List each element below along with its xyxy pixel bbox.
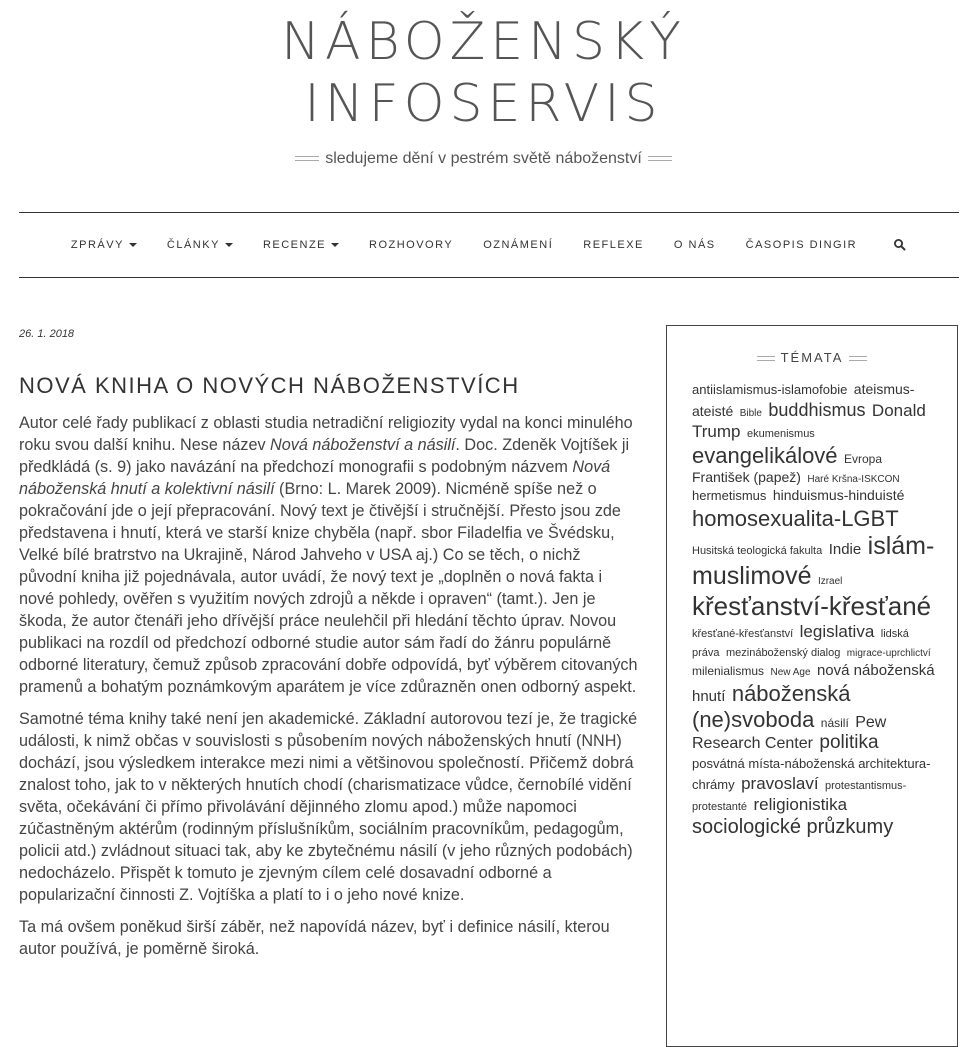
tag-link[interactable]: pravoslaví xyxy=(741,773,819,793)
site-tagline xyxy=(0,150,967,168)
nav-item-label: OZNÁMENÍ xyxy=(483,239,554,251)
nav-item-0[interactable] xyxy=(71,239,137,251)
paragraph-text: . Doc. Zdeněk Vojtíšek ji předkládá (s. 9) jako navázání na předchozí monografii s podobným názvem xyxy=(19,436,630,476)
tag-link[interactable]: nová náboženská hnutí xyxy=(692,661,935,705)
tag-link[interactable]: hinduismus-hinduisté xyxy=(772,487,905,504)
tag-link[interactable]: František (papež) xyxy=(692,468,801,485)
site-title-line-2[interactable]: INFOSERVIS xyxy=(304,74,663,134)
widget-title-right-rule xyxy=(849,356,867,361)
post-date: 26. 1. 2018 xyxy=(19,328,75,340)
tag-link[interactable]: ekumenismus xyxy=(746,427,815,440)
post-body xyxy=(19,412,641,970)
caret-down-icon xyxy=(331,243,339,247)
tag-link[interactable]: legislativa xyxy=(799,621,875,641)
tag-link[interactable]: Bible xyxy=(739,407,762,419)
post-paragraph xyxy=(19,412,641,698)
nav-item-2[interactable] xyxy=(263,239,339,251)
tag-link[interactable]: Haré Kršna-ISKCON xyxy=(807,473,900,485)
widget-title xyxy=(667,350,957,365)
post-paragraph xyxy=(19,708,641,906)
caret-down-icon xyxy=(225,243,233,247)
tag-link[interactable]: Indie xyxy=(828,541,862,559)
search-icon xyxy=(893,238,907,252)
nav-item-5[interactable] xyxy=(583,239,644,251)
nav-item-3[interactable] xyxy=(369,239,453,251)
tag-link[interactable]: náboženská (ne)svoboda xyxy=(692,680,851,732)
tagline-text: sledujeme dění v pestrém světě náboženství xyxy=(325,150,642,167)
paragraph-text: Autor celé řady publikací z oblasti studia netradiční religiozity vydal na konci minulého roku svou další knihu. Nese název xyxy=(19,414,633,454)
tag-link[interactable]: sociologické průzkumy xyxy=(692,815,894,838)
tag-link[interactable]: Pew Research Center xyxy=(692,713,887,753)
tag-link[interactable]: New Age xyxy=(770,666,811,678)
tagline-left-rule xyxy=(295,156,319,161)
widget-title-left-rule xyxy=(757,356,775,361)
tag-link[interactable]: Evropa xyxy=(844,451,883,466)
tag-link[interactable]: lidská práva xyxy=(692,627,909,659)
tag-link[interactable]: mezináboženský dialog xyxy=(725,646,841,659)
tag-link[interactable]: buddhismus xyxy=(768,399,866,420)
widget-title-text: TÉMATA xyxy=(780,350,844,365)
nav-item-label: ZPRÁVY xyxy=(70,239,124,251)
book-title-italic: Nová náboženská hnutí a kolektivní násilí xyxy=(19,458,611,498)
paragraph-text: Ta má ovšem poněkud širší záběr, než napovídá název, byť i definice násilí, kterou autor používá, je poměrně široká. xyxy=(19,918,610,958)
tag-link[interactable]: milenialismus xyxy=(692,663,765,678)
nav-item-label: O NÁS xyxy=(673,239,716,251)
tag-link[interactable]: křesťané-křesťanství xyxy=(692,627,794,640)
nav-item-6[interactable] xyxy=(674,239,716,251)
book-title-italic: Nová náboženství a násilí xyxy=(270,436,456,454)
nav-item-label: RECENZE xyxy=(262,239,326,251)
tag-link[interactable]: Husitská teologická fakulta xyxy=(692,545,823,558)
search-button[interactable] xyxy=(887,238,907,252)
main-navigation xyxy=(19,212,959,278)
paragraph-text: (Brno: L. Marek 2009). Nicméně spíše než o pokračování jde o její přepracování. Nový text je čtivější i stručnější. Přesto jsou zde představena i hnutí, která ve starší knize chyběla (např. sbor Filadelfia ve Švédsku, Velké bílé bratrstvo na Ukrajině, Národ Jahveho v USA aj.) Co se těch, o nichž původní kniha již pojednávala, autor uvádí, že nový text je „doplněn o nová fakta i nové pohledy, ověřen s využitím nových zdrojů a někde i opraven“ (tamt.). Jen je škoda, že autor čtenáři jeho dřívější práce neulehčil při hledání těchto úprav. Novou publikaci na rozdíl od předchozí odborné studie autor sám řadí do žánru populárně odborné literatury, čemuž způsob zpracování dobře odpovídá, byť výběrem citovaných pramenů a bohatým poznámkovým aparátem je více zdůrazněn onen odborný aspekt. xyxy=(19,480,638,696)
tag-link[interactable]: ateismus-ateisté xyxy=(692,381,915,419)
nav-item-7[interactable] xyxy=(746,239,857,251)
tag-link[interactable]: násilí xyxy=(820,715,849,730)
post-title: NOVÁ KNIHA O NOVÝCH NÁBOŽENSTVÍCH xyxy=(19,373,520,398)
caret-down-icon xyxy=(129,243,137,247)
tag-link[interactable]: křesťanství-křesťané xyxy=(692,591,932,622)
tag-link[interactable]: Izrael xyxy=(817,575,843,587)
tag-link[interactable]: evangelikálové xyxy=(692,442,838,468)
tag-link[interactable]: hermetismus xyxy=(692,488,767,504)
nav-item-label: ČASOPIS DINGIR xyxy=(745,239,858,251)
nav-item-label: ČLÁNKY xyxy=(166,239,220,251)
site-title-line-1[interactable]: NÁBOŽENSKÝ xyxy=(281,12,686,72)
nav-item-label: ROZHOVORY xyxy=(369,239,454,251)
tag-link[interactable]: posvátná místa-náboženská architektura-chrámy xyxy=(692,755,931,792)
tag-link[interactable]: protestantismus-protestanté xyxy=(692,779,907,813)
tagline-right-rule xyxy=(648,156,672,161)
nav-item-4[interactable] xyxy=(483,239,553,251)
tag-link[interactable]: religionistika xyxy=(753,794,848,814)
post-paragraph xyxy=(19,916,641,960)
tag-link[interactable]: homosexualita-LGBT xyxy=(692,506,899,532)
tag-link[interactable]: politika xyxy=(819,732,879,754)
tag-link[interactable]: islám-muslimové xyxy=(692,532,935,590)
nav-item-1[interactable] xyxy=(167,239,233,251)
paragraph-text: Samotné téma knihy také není jen akademické. Základní autorovou tezí je, že tragické události, k nimž občas v souvislosti s působením nových náboženských hnutí (NNH) dochází, jsou výsledkem interakce mezi nimi a většinovou společností. Přičemž dobrá znalost toho, jak to v některých hnutích chodí (charismatizace vůdce, černobílé vidění světa, očekávání či přímo přivolávání dějinného zlomu apod.) může napomoci zúčastněným aktérům (rodinným příslušníkům, sociálním pracovníkům, pedagogům, policii atd.) zvládnout situaci tak, aby ke zbytečnému násilí (v jeho různých podobách) nedocházelo. Přispět k tomuto je zjevným cílem celé dosavadní odborné a popularizační činnosti Z. Vojtíška a platí to i o jeho nové knize. xyxy=(19,710,638,904)
tag-link[interactable]: Donald Trump xyxy=(692,400,926,441)
nav-item-label: REFLEXE xyxy=(583,239,644,251)
tag-link[interactable]: antiislamismus-islamofobie xyxy=(692,382,848,397)
tag-cloud xyxy=(667,365,957,839)
sidebar-topics-widget xyxy=(666,325,958,1047)
tag-link[interactable]: migrace-uprchlictví xyxy=(846,647,931,659)
